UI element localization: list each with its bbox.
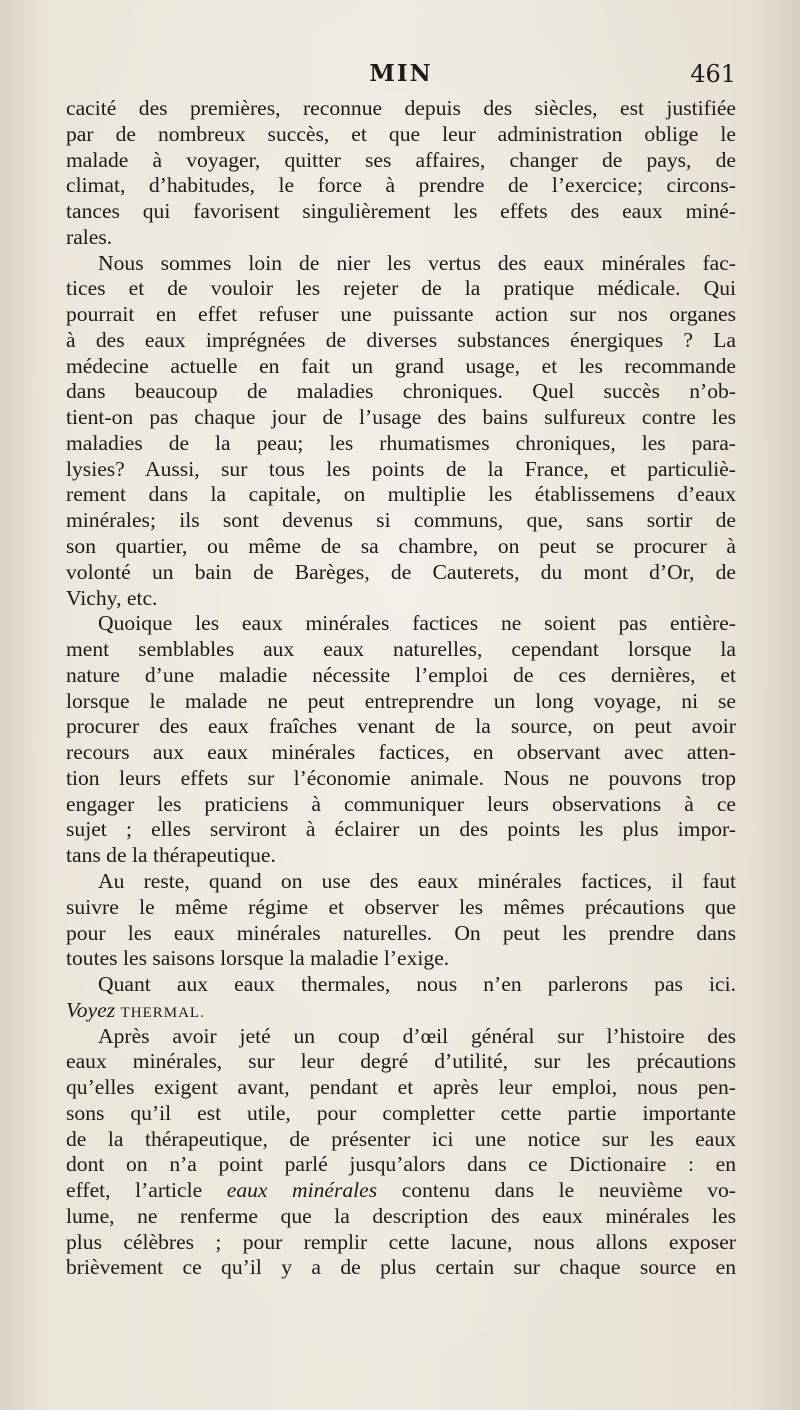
text-line: pour les eaux minérales naturelles. On peut les prendre dans bbox=[66, 920, 736, 945]
text-line: Nous sommes loin de nier les vertus des eaux minérales fac- bbox=[98, 250, 736, 275]
text-line: pourrait en effet refuser une puissante action sur nos organes bbox=[66, 302, 736, 327]
text-line: tion leurs effets sur l’économie animale. Nous ne pouvons trop bbox=[66, 765, 736, 790]
text-fragment: contenu dans le neuvième vo- bbox=[401, 1178, 736, 1203]
text-line: médecine actuelle en fait un grand usage, et les recommande bbox=[66, 353, 736, 378]
text-line: malade à voyager, quitter ses affaires, changer de pays, de bbox=[66, 147, 736, 172]
text-line: volonté un bain de Barèges, de Cauterets, du mont d’Or, de bbox=[66, 559, 736, 584]
cross-reference: THERMAL. bbox=[120, 1004, 205, 1021]
text-line: Vichy, etc. bbox=[66, 585, 158, 610]
text-line: nature d’une maladie nécessite l’emploi de ces dernières, et bbox=[66, 662, 736, 687]
text-line: lysies? Aussi, sur tous les points de la France, et particuliè- bbox=[66, 456, 736, 481]
text-line: son quartier, ou même de sa chambre, on peut se procurer à bbox=[66, 534, 736, 559]
text-line: Quant aux eaux thermales, nous n’en parlerons pas ici. bbox=[98, 972, 736, 997]
text-line: toutes les saisons lorsque la maladie l’exige. bbox=[66, 946, 450, 971]
text-line: cacité des premières, reconnue depuis des siècles, est justifiée bbox=[66, 96, 736, 120]
voyez-word: Voyez bbox=[66, 997, 116, 1022]
text-line: lorsque le malade ne peut entreprendre un long voyage, ni se bbox=[66, 688, 736, 713]
text-line: climat, d’habitudes, le force à prendre de l’exercice; circons- bbox=[66, 173, 736, 198]
text-fragment: effet, l’article bbox=[66, 1178, 203, 1203]
text-line: eaux minérales, sur leur degré d’utilité, sur les précautions bbox=[66, 1049, 736, 1074]
text-line: sons qu’il est utile, pour completter cette partie importante bbox=[66, 1100, 736, 1125]
text-line: brièvement ce qu’il y a de plus certain sur chaque source en bbox=[66, 1255, 736, 1280]
text-line: sujet ; elles serviront à éclairer un des points les plus impor- bbox=[66, 817, 736, 842]
text-line: procurer des eaux fraîches venant de la source, on peut avoir bbox=[66, 714, 736, 739]
text-line: suivre le même régime et observer les mêmes précautions que bbox=[66, 894, 736, 919]
text-line: rement dans la capitale, on multiplie les établissemens d’eaux bbox=[66, 482, 736, 507]
text-line: à des eaux imprégnées de diverses substances énergiques ? La bbox=[66, 327, 736, 352]
text-line: engager les praticiens à communiquer leurs observations à ce bbox=[66, 791, 736, 816]
text-line: rales. bbox=[66, 224, 113, 249]
text-line: tient-on pas chaque jour de l’usage des bains sulfureux contre les bbox=[66, 405, 736, 430]
body-text bbox=[66, 96, 736, 1281]
text-line: ment semblables aux eaux naturelles, cependant lorsque la bbox=[66, 637, 736, 662]
running-head: MIN bbox=[369, 60, 433, 87]
text-line: plus célèbres ; pour remplir cette lacune, nous allons exposer bbox=[66, 1229, 736, 1254]
text-line: minérales; ils sont devenus si communs, que, sans sortir de bbox=[66, 508, 736, 533]
text-line: Quoique les eaux minérales factices ne soient pas entière- bbox=[98, 611, 736, 636]
text-line: recours aux eaux minérales factices, en observant avec atten- bbox=[66, 740, 736, 765]
text-line: de la thérapeutique, de présenter ici une notice sur les eaux bbox=[66, 1126, 736, 1151]
text-line: dont on n’a point parlé jusqu’alors dans ce Dictionaire : en bbox=[66, 1152, 736, 1177]
text-line: maladies de la peau; les rhumatismes chroniques, les para- bbox=[66, 430, 736, 455]
italic-phrase: eaux minérales bbox=[226, 1178, 378, 1203]
text-line: tances qui favorisent singulièrement les effets des eaux miné- bbox=[66, 199, 736, 224]
text-line: Au reste, quand on use des eaux minérales factices, il faut bbox=[98, 868, 736, 893]
text-line: tices et de vouloir les rejeter de la pratique médicale. Qui bbox=[66, 276, 736, 301]
page-number: 461 bbox=[690, 60, 736, 88]
text-line: par de nombreux succès, et que leur administration oblige le bbox=[66, 121, 736, 146]
text-line: dans beaucoup de maladies chroniques. Quel succès n’ob- bbox=[66, 379, 736, 404]
text-line-with-italic bbox=[66, 1178, 736, 1204]
page-header bbox=[66, 60, 736, 94]
text-line: lume, ne renferme que la description des eaux minérales les bbox=[66, 1203, 736, 1228]
text-line: tans de la thérapeutique. bbox=[66, 843, 276, 868]
cross-reference-line bbox=[66, 998, 736, 1024]
text-line: qu’elles exigent avant, pendant et après leur emploi, nous pen- bbox=[66, 1075, 736, 1100]
text-line: Après avoir jeté un coup d’œil général sur l’histoire des bbox=[98, 1023, 736, 1048]
